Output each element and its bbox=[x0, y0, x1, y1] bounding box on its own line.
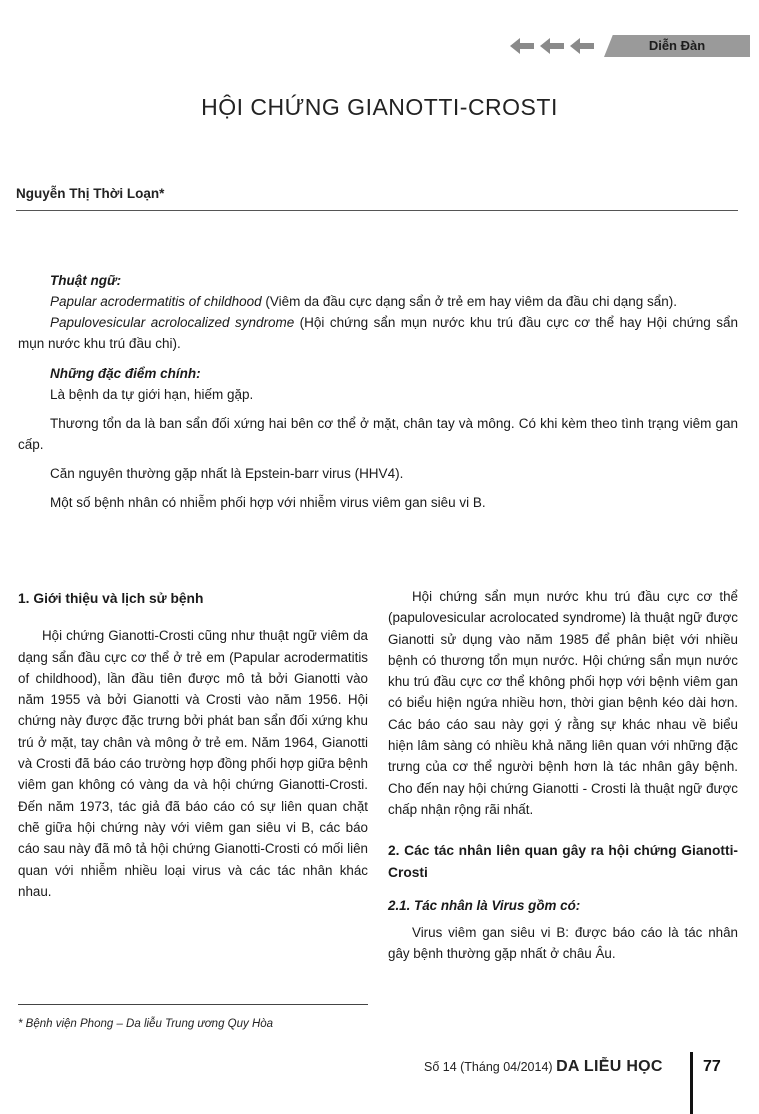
left-arrows-icon bbox=[508, 34, 600, 58]
terms-heading: Thuật ngữ: bbox=[50, 273, 122, 288]
term-item bbox=[18, 312, 738, 354]
feature-item: Thương tổn da là ban sẩn đối xứng hai bên cơ thể ở mặt, chân tay và mông. Có khi kèm theo tình trạng viêm gan cấp. bbox=[18, 416, 738, 452]
footnote-divider bbox=[18, 1004, 368, 1005]
article-title: HỘI CHỨNG GIANOTTI-CROSTI bbox=[201, 94, 558, 120]
features-heading: Những đặc điểm chính: bbox=[50, 366, 201, 381]
footer-divider bbox=[690, 1052, 693, 1114]
author-divider bbox=[16, 210, 738, 211]
issue-info: Số 14 (Tháng 04/2014) bbox=[424, 1060, 553, 1074]
term-description: (Viêm da đầu cực dạng sẩn ở trẻ em hay viêm da đầu chi dạng sẩn). bbox=[261, 294, 677, 309]
section-label: Diễn Đàn bbox=[648, 38, 706, 53]
term-item bbox=[18, 291, 738, 312]
journal-name: DA LIỄU HỌC bbox=[556, 1058, 663, 1075]
section-1-heading: 1. Giới thiệu và lịch sử bệnh bbox=[18, 591, 204, 606]
feature-item: Căn nguyên thường gặp nhất là Epstein-barr virus (HHV4). bbox=[50, 466, 404, 481]
subsection-paragraph: Virus viêm gan siêu vi B: được báo cáo là tác nhân gây bệnh thường gặp nhất ở châu Âu. bbox=[388, 925, 738, 962]
section-2-heading: 2. Các tác nhân liên quan gây ra hội chứng Gianotti-Crosti bbox=[388, 843, 738, 880]
right-column bbox=[388, 586, 738, 965]
footnote: * Bệnh viện Phong – Da liễu Trung ương Quy Hòa bbox=[18, 1018, 274, 1030]
feature-item: Là bệnh da tự giới hạn, hiếm gặp. bbox=[50, 387, 254, 402]
term-name: Papulovesicular acrolocalized syndrome bbox=[50, 315, 295, 330]
arrow-decoration bbox=[508, 34, 600, 58]
term-name: Papular acrodermatitis of childhood bbox=[50, 294, 262, 309]
subsection-heading: 2.1. Tác nhân là Virus gồm có: bbox=[388, 897, 581, 913]
page-footer bbox=[424, 1058, 663, 1076]
term-description: (Hội chứng sẩn mụn nước khu trú đầu cực cơ thể hay Hội chứng sẩn mụn nước khu trú đầu chi). bbox=[18, 315, 738, 351]
section-1-paragraph: Hội chứng Gianotti-Crosti cũng như thuật ngữ viêm da dạng sẩn đầu cực cơ thể ở trẻ em (Papular acrodermatitis of childhood), lần đầu tiên được mô tả bởi Gianotti vào năm 1955 và bởi Gianotti và Crosti vào năm 1956. Hội chứng này được đặc trưng bởi phát ban sẩn đối xứng khu trú ở mặt, tay chân và mông ở trẻ em. Năm 1964, Gianotti và Crosti đã báo cáo trường hợp đồng phối hợp giữa bệnh viêm gan không có vàng da và hội chứng Gianotti-Crosti. Đến năm 1973, tác giả đã báo cáo có sự liên quan chặt chẽ giữa hội chứng này với viêm gan siêu vi B, các báo cáo sau này đã mô tả hội chứng Gianotti-Crosti có mối liên quan với nhiễm nhiều loại virus và các tác nhân khác nhau. bbox=[18, 628, 368, 899]
summary-block bbox=[18, 270, 738, 513]
author-name: Nguyễn Thị Thời Loạn* bbox=[16, 186, 165, 201]
feature-item: Một số bệnh nhân có nhiễm phối hợp với nhiễm virus viêm gan siêu vi B. bbox=[50, 495, 486, 510]
right-paragraph: Hội chứng sẩn mụn nước khu trú đầu cực cơ thể (papulovesicular acrolocated syndrome) là thuật ngữ được Gianotti sử dụng vào năm 1985 để phân biệt với nhiều bệnh có thương tổn mụn nước. Hội chứng sẩn mụn nước khu trú đầu cực cơ thể không phối hợp với bệnh viêm gan có biểu hiện ngứa nhiều hơn, thời gian bệnh kéo dài hơn. Các báo cáo sau này gợi ý rằng sự khác nhau về biểu hiện lâm sàng có nhiều khả năng liên quan với những đặc trưng của cơ thể người bệnh hơn là tác nhân gây bệnh. Cho đến nay hội chứng Gianotti - Crosti là thuật ngữ được chấp nhận rộng rãi nhất. bbox=[388, 589, 738, 817]
section-ribbon bbox=[508, 34, 750, 58]
page-number: 77 bbox=[703, 1058, 721, 1075]
left-column bbox=[18, 588, 368, 902]
